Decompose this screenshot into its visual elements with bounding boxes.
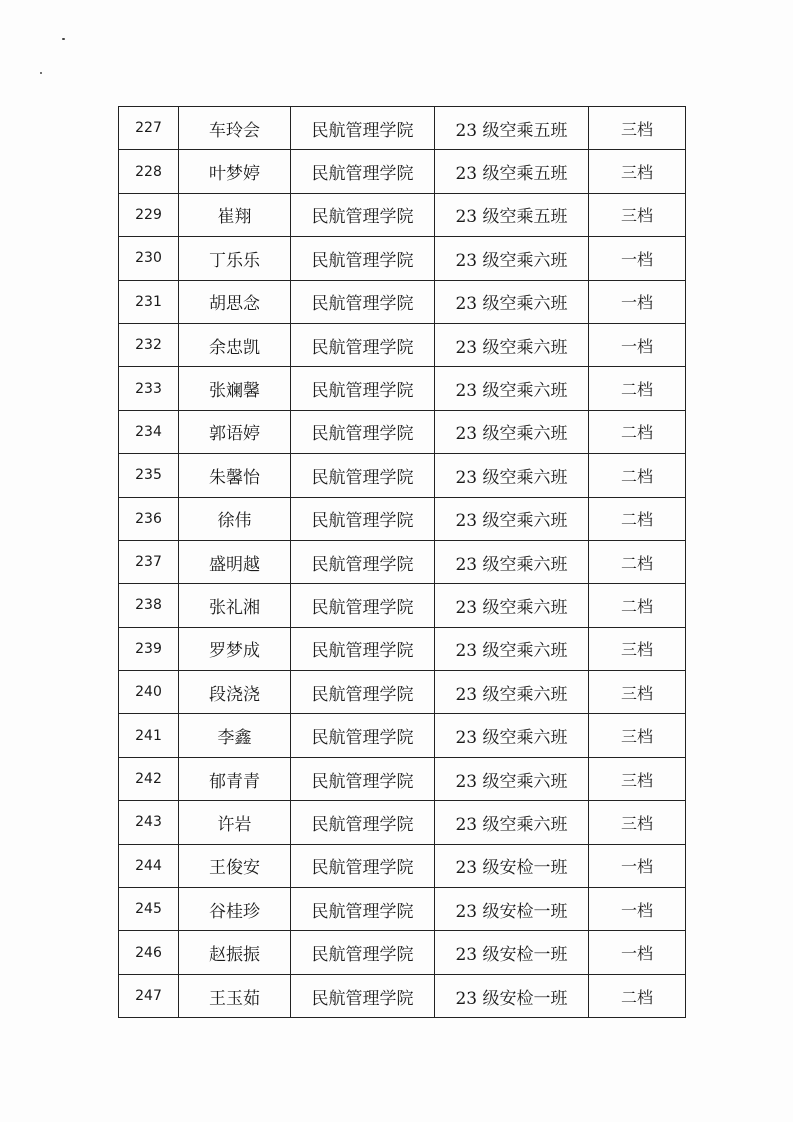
- class-name: 23 级安检一班: [435, 844, 589, 887]
- tier: 三档: [589, 757, 686, 800]
- college: 民航管理学院: [291, 410, 435, 453]
- college: 民航管理学院: [291, 888, 435, 931]
- tier: 一档: [589, 237, 686, 280]
- student-name: 郁青青: [179, 757, 291, 800]
- class-name: 23 级空乘五班: [435, 193, 589, 236]
- tier: 二档: [589, 584, 686, 627]
- tier: 一档: [589, 323, 686, 366]
- tier: 二档: [589, 454, 686, 497]
- table-row: [119, 367, 686, 410]
- class-name: 23 级空乘六班: [435, 280, 589, 323]
- table-row: [119, 193, 686, 236]
- row-number: 244: [119, 844, 179, 887]
- student-name: 叶梦婷: [179, 150, 291, 193]
- student-name: 罗梦成: [179, 627, 291, 670]
- row-number: 238: [119, 584, 179, 627]
- tier: 三档: [589, 150, 686, 193]
- table-row: [119, 150, 686, 193]
- row-number: 228: [119, 150, 179, 193]
- scan-speck: [62, 38, 65, 40]
- class-name: 23 级空乘六班: [435, 410, 589, 453]
- student-name: 谷桂珍: [179, 888, 291, 931]
- row-number: 232: [119, 323, 179, 366]
- tier: 二档: [589, 540, 686, 583]
- row-number: 245: [119, 888, 179, 931]
- student-name: 崔翔: [179, 193, 291, 236]
- tier: 三档: [589, 671, 686, 714]
- scan-speck: [40, 72, 42, 74]
- class-name: 23 级空乘六班: [435, 497, 589, 540]
- table-row: [119, 107, 686, 150]
- row-number: 230: [119, 237, 179, 280]
- class-name: 23 级空乘六班: [435, 671, 589, 714]
- class-name: 23 级空乘六班: [435, 367, 589, 410]
- student-name: 盛明越: [179, 540, 291, 583]
- tier: 一档: [589, 888, 686, 931]
- class-name: 23 级安检一班: [435, 974, 589, 1017]
- tier: 三档: [589, 801, 686, 844]
- student-name: 车玲会: [179, 107, 291, 150]
- college: 民航管理学院: [291, 801, 435, 844]
- table-row: [119, 671, 686, 714]
- class-name: 23 级空乘六班: [435, 323, 589, 366]
- table-row: [119, 931, 686, 974]
- tier: 三档: [589, 627, 686, 670]
- row-number: 237: [119, 540, 179, 583]
- tier: 一档: [589, 844, 686, 887]
- tier: 二档: [589, 367, 686, 410]
- row-number: 234: [119, 410, 179, 453]
- tier: 二档: [589, 974, 686, 1017]
- college: 民航管理学院: [291, 367, 435, 410]
- table-row: [119, 237, 686, 280]
- student-name: 段浇浇: [179, 671, 291, 714]
- row-number: 247: [119, 974, 179, 1017]
- class-name: 23 级空乘六班: [435, 801, 589, 844]
- tier: 二档: [589, 497, 686, 540]
- row-number: 236: [119, 497, 179, 540]
- college: 民航管理学院: [291, 974, 435, 1017]
- table-row: [119, 627, 686, 670]
- student-name: 丁乐乐: [179, 237, 291, 280]
- tier: 三档: [589, 107, 686, 150]
- row-number: 227: [119, 107, 179, 150]
- class-name: 23 级空乘六班: [435, 757, 589, 800]
- class-name: 23 级空乘六班: [435, 714, 589, 757]
- class-name: 23 级安检一班: [435, 931, 589, 974]
- student-name: 余忠凯: [179, 323, 291, 366]
- table-row: [119, 888, 686, 931]
- row-number: 243: [119, 801, 179, 844]
- tier: 二档: [589, 410, 686, 453]
- college: 民航管理学院: [291, 844, 435, 887]
- table-row: [119, 974, 686, 1017]
- class-name: 23 级空乘六班: [435, 454, 589, 497]
- table-row: [119, 757, 686, 800]
- table-row: [119, 844, 686, 887]
- college: 民航管理学院: [291, 540, 435, 583]
- row-number: 242: [119, 757, 179, 800]
- row-number: 229: [119, 193, 179, 236]
- row-number: 231: [119, 280, 179, 323]
- college: 民航管理学院: [291, 107, 435, 150]
- row-number: 235: [119, 454, 179, 497]
- student-name: 徐伟: [179, 497, 291, 540]
- row-number: 241: [119, 714, 179, 757]
- student-name: 朱馨怡: [179, 454, 291, 497]
- college: 民航管理学院: [291, 323, 435, 366]
- student-name: 王玉茹: [179, 974, 291, 1017]
- college: 民航管理学院: [291, 627, 435, 670]
- student-roster-table: [118, 106, 686, 1018]
- table-row: [119, 410, 686, 453]
- table-row: [119, 540, 686, 583]
- college: 民航管理学院: [291, 931, 435, 974]
- tier: 三档: [589, 193, 686, 236]
- table-row: [119, 280, 686, 323]
- class-name: 23 级空乘六班: [435, 540, 589, 583]
- row-number: 240: [119, 671, 179, 714]
- college: 民航管理学院: [291, 237, 435, 280]
- student-name: 许岩: [179, 801, 291, 844]
- college: 民航管理学院: [291, 454, 435, 497]
- student-name: 赵振振: [179, 931, 291, 974]
- college: 民航管理学院: [291, 150, 435, 193]
- table-row: [119, 714, 686, 757]
- row-number: 246: [119, 931, 179, 974]
- tier: 一档: [589, 280, 686, 323]
- college: 民航管理学院: [291, 584, 435, 627]
- college: 民航管理学院: [291, 497, 435, 540]
- table-row: [119, 323, 686, 366]
- student-name: 张礼湘: [179, 584, 291, 627]
- student-name: 胡思念: [179, 280, 291, 323]
- tier: 三档: [589, 714, 686, 757]
- college: 民航管理学院: [291, 193, 435, 236]
- class-name: 23 级空乘五班: [435, 107, 589, 150]
- student-name: 张斓馨: [179, 367, 291, 410]
- row-number: 233: [119, 367, 179, 410]
- student-name: 郭语婷: [179, 410, 291, 453]
- table-row: [119, 454, 686, 497]
- college: 民航管理学院: [291, 757, 435, 800]
- tier: 一档: [589, 931, 686, 974]
- college: 民航管理学院: [291, 714, 435, 757]
- class-name: 23 级安检一班: [435, 888, 589, 931]
- table-row: [119, 497, 686, 540]
- student-name: 王俊安: [179, 844, 291, 887]
- class-name: 23 级空乘六班: [435, 627, 589, 670]
- college: 民航管理学院: [291, 671, 435, 714]
- college: 民航管理学院: [291, 280, 435, 323]
- row-number: 239: [119, 627, 179, 670]
- table-row: [119, 801, 686, 844]
- student-name: 李鑫: [179, 714, 291, 757]
- class-name: 23 级空乘五班: [435, 150, 589, 193]
- class-name: 23 级空乘六班: [435, 237, 589, 280]
- class-name: 23 级空乘六班: [435, 584, 589, 627]
- table-row: [119, 584, 686, 627]
